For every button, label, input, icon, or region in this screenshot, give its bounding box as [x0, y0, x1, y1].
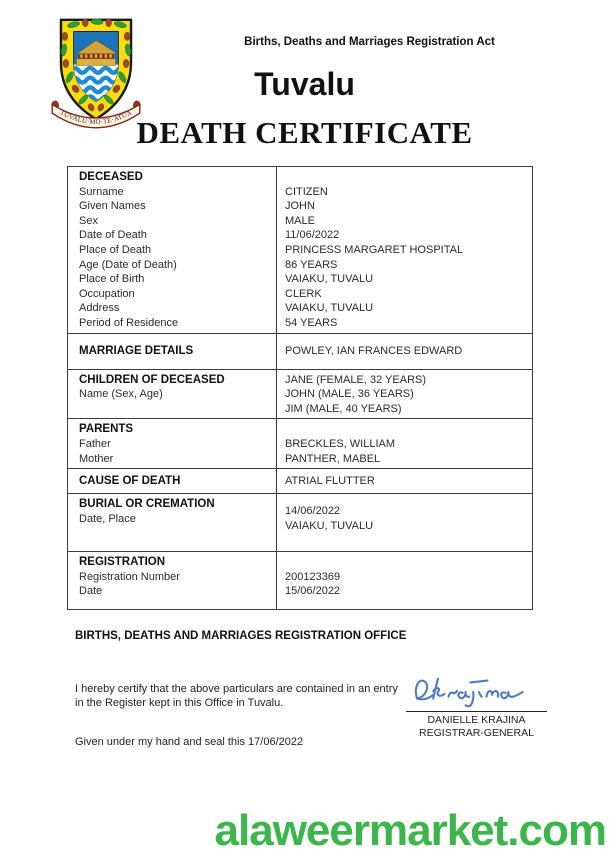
field-label: Father [79, 437, 111, 450]
section-registration [68, 551, 532, 609]
certificate-table [67, 166, 533, 610]
deceased-heading: DECEASED [79, 171, 143, 183]
marriage-heading: MARRIAGE DETAILS [79, 344, 194, 357]
field-value: 86 YEARS [285, 258, 338, 271]
field-value: ATRIAL FLUTTER [285, 475, 375, 488]
field-label: Occupation [79, 287, 135, 300]
burial-heading: BURIAL OR CREMATION [79, 498, 215, 511]
field-label: Address [79, 302, 120, 315]
field-label: Age (Date of Death) [79, 258, 177, 271]
registrar-title: REGISTRAR-GENERAL [419, 727, 534, 739]
children-heading: CHILDREN OF DECEASED [79, 373, 225, 386]
field-value: JOHN (MALE, 36 YEARS) [285, 388, 414, 401]
field-label: Registration Number [79, 570, 180, 583]
field-value: MALE [285, 214, 315, 227]
parents-heading: PARENTS [79, 423, 134, 436]
certification-statement: I hereby certify that the above particulars are contained in an entry in the Register kept in this Office in Tuvalu. [75, 683, 398, 709]
field-value: PANTHER, MABEL [285, 452, 381, 465]
field-label: Surname [79, 185, 124, 198]
field-label: Mother [79, 452, 114, 465]
field-value: VAIAKU, TUVALU [285, 519, 374, 532]
signature-line [406, 711, 547, 712]
section-parents [68, 418, 532, 468]
registrar-name: DANIELLE KRAJINA [427, 714, 526, 726]
field-value: CLERK [285, 287, 322, 300]
field-label: Date, Place [79, 512, 136, 525]
field-value: 54 YEARS [285, 316, 338, 329]
field-label: Name (Sex, Age) [79, 388, 163, 401]
field-value: VAIAKU, TUVALU [285, 302, 374, 315]
registration-office-heading: BIRTHS, DEATHS AND MARRIAGES REGISTRATION OFFICE [75, 630, 407, 642]
field-value: 200123369 [285, 570, 341, 583]
field-label: Place of Birth [79, 273, 145, 286]
field-label: Date of Death [79, 229, 147, 242]
field-value: 11/06/2022 [285, 229, 340, 242]
field-label: Date [79, 585, 103, 598]
field-value: BRECKLES, WILLIAM [285, 437, 396, 450]
registrar-signature-icon [407, 672, 545, 710]
site-watermark: alaweermarket.com [214, 806, 606, 855]
section-deceased [68, 167, 532, 333]
cause-heading: CAUSE OF DEATH [79, 475, 181, 488]
field-value: 14/06/2022 [285, 505, 341, 518]
section-marriage-details [68, 333, 532, 369]
registration-act-line: Births, Deaths and Marriages Registration Act [244, 36, 495, 48]
country-name: Tuvalu [254, 66, 355, 102]
field-value: CITIZEN [285, 185, 328, 198]
field-value: JIM (MALE, 40 YEARS) [285, 402, 402, 415]
field-value: JANE (FEMALE, 32 YEARS) [285, 373, 427, 386]
section-children [68, 369, 532, 419]
page-title: DEATH CERTIFICATE [136, 115, 473, 150]
field-label: Sex [79, 214, 98, 227]
field-value: 15/06/2022 [285, 585, 341, 598]
field-label: Period of Residence [79, 316, 179, 329]
crest-motto-text: TUVALU·MO·TE·ATUA [58, 109, 134, 126]
section-cause-of-death [68, 468, 532, 493]
registrar-name-block [399, 714, 554, 740]
field-value: JOHN [285, 200, 315, 213]
registration-heading: REGISTRATION [79, 556, 166, 569]
field-value: VAIAKU, TUVALU [285, 273, 374, 286]
field-label: Place of Death [79, 243, 152, 256]
section-burial [68, 493, 532, 551]
field-value: POWLEY, IAN FRANCES EDWARD [285, 344, 463, 357]
field-label: Given Names [79, 200, 146, 213]
given-under-hand-line: Given under my hand and seal this 17/06/2022 [75, 736, 304, 748]
field-value: PRINCESS MARGARET HOSPITAL [285, 243, 464, 256]
